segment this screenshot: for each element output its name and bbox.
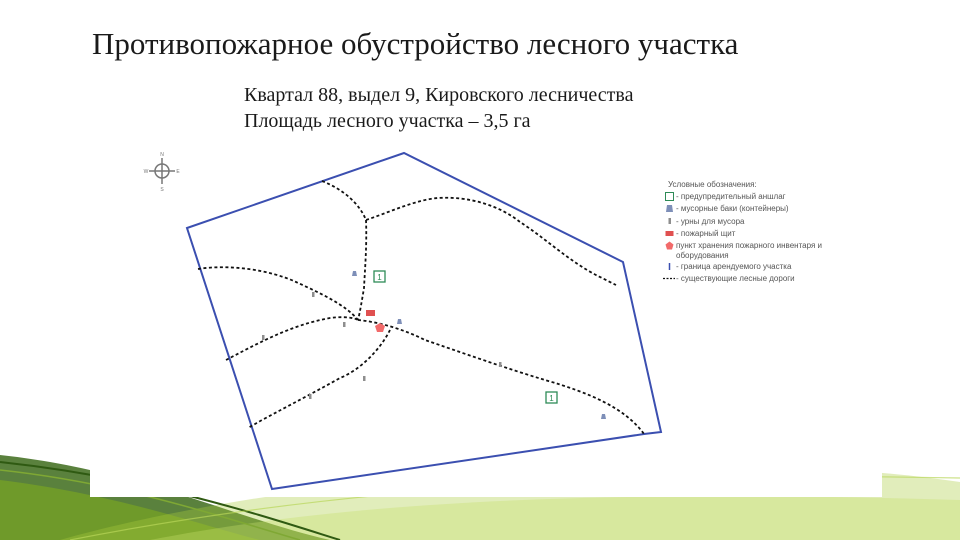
legend-item-fire-shield: - пожарный щит: [662, 229, 842, 241]
litter-urn-icon: [343, 322, 346, 327]
trash-bin-icon: [397, 319, 402, 324]
compass-icon: [144, 152, 181, 193]
fire-shield-icon: [662, 229, 676, 241]
trash-bin-icon: [601, 414, 606, 419]
trash-bin-icon: [352, 271, 357, 276]
legend-item-roads: - существующие лесные дороги: [662, 274, 842, 286]
sign-icon: [546, 392, 557, 403]
trash-bin-icon: [662, 204, 676, 216]
legend-title: Условные обозначения:: [668, 180, 757, 189]
fire-equipment-point-icon: [662, 241, 676, 253]
subtitle-area: Площадь лесного участка – 3,5 га: [244, 110, 531, 132]
litter-urn-icon: [309, 394, 312, 399]
sign-label-1: 1: [377, 273, 382, 282]
litter-urn-icon: [499, 362, 502, 367]
fire-shield-icon: [366, 310, 375, 316]
plot-boundary: [187, 153, 661, 489]
compass-e: E: [176, 169, 180, 175]
legend-item-boundary: - граница арендуемого участка: [662, 262, 842, 274]
forest-roads: [198, 181, 644, 434]
legend-item-fire-equipment: пункт хранения пожарного инвентаря и оборудования: [662, 241, 842, 261]
sign-icon: [662, 192, 676, 204]
compass-n: N: [160, 152, 164, 158]
litter-urn-icon: [662, 217, 676, 229]
road-west-1: [198, 267, 358, 320]
road-center-north: [358, 220, 366, 320]
legend-item-litter-urns: - урны для мусора: [662, 217, 842, 229]
sign-icon: [374, 271, 385, 282]
map-legend: [662, 180, 842, 286]
legend-item-sign: - предупредительный аншлаг: [662, 192, 842, 204]
litter-urn-icon: [312, 292, 315, 297]
slide-title: Противопожарное обустройство лесного участка: [92, 26, 739, 61]
boundary-line-icon: [662, 262, 676, 274]
road-dashed-icon: [662, 274, 676, 286]
subtitle-quarter: Квартал 88, выдел 9, Кировского лесничества: [244, 84, 634, 106]
road-west-2: [226, 317, 358, 360]
road-south-1: [248, 330, 390, 428]
litter-urn-icon: [363, 376, 366, 381]
sign-label-2: 1: [549, 394, 554, 403]
road-east: [358, 320, 644, 434]
compass-w: W: [143, 169, 149, 175]
litter-urn-icon: [262, 335, 265, 340]
legend-item-trash-bins: - мусорные баки (контейнеры): [662, 204, 842, 216]
compass-s: S: [160, 187, 164, 193]
fire-equipment-point-icon: [375, 323, 385, 332]
